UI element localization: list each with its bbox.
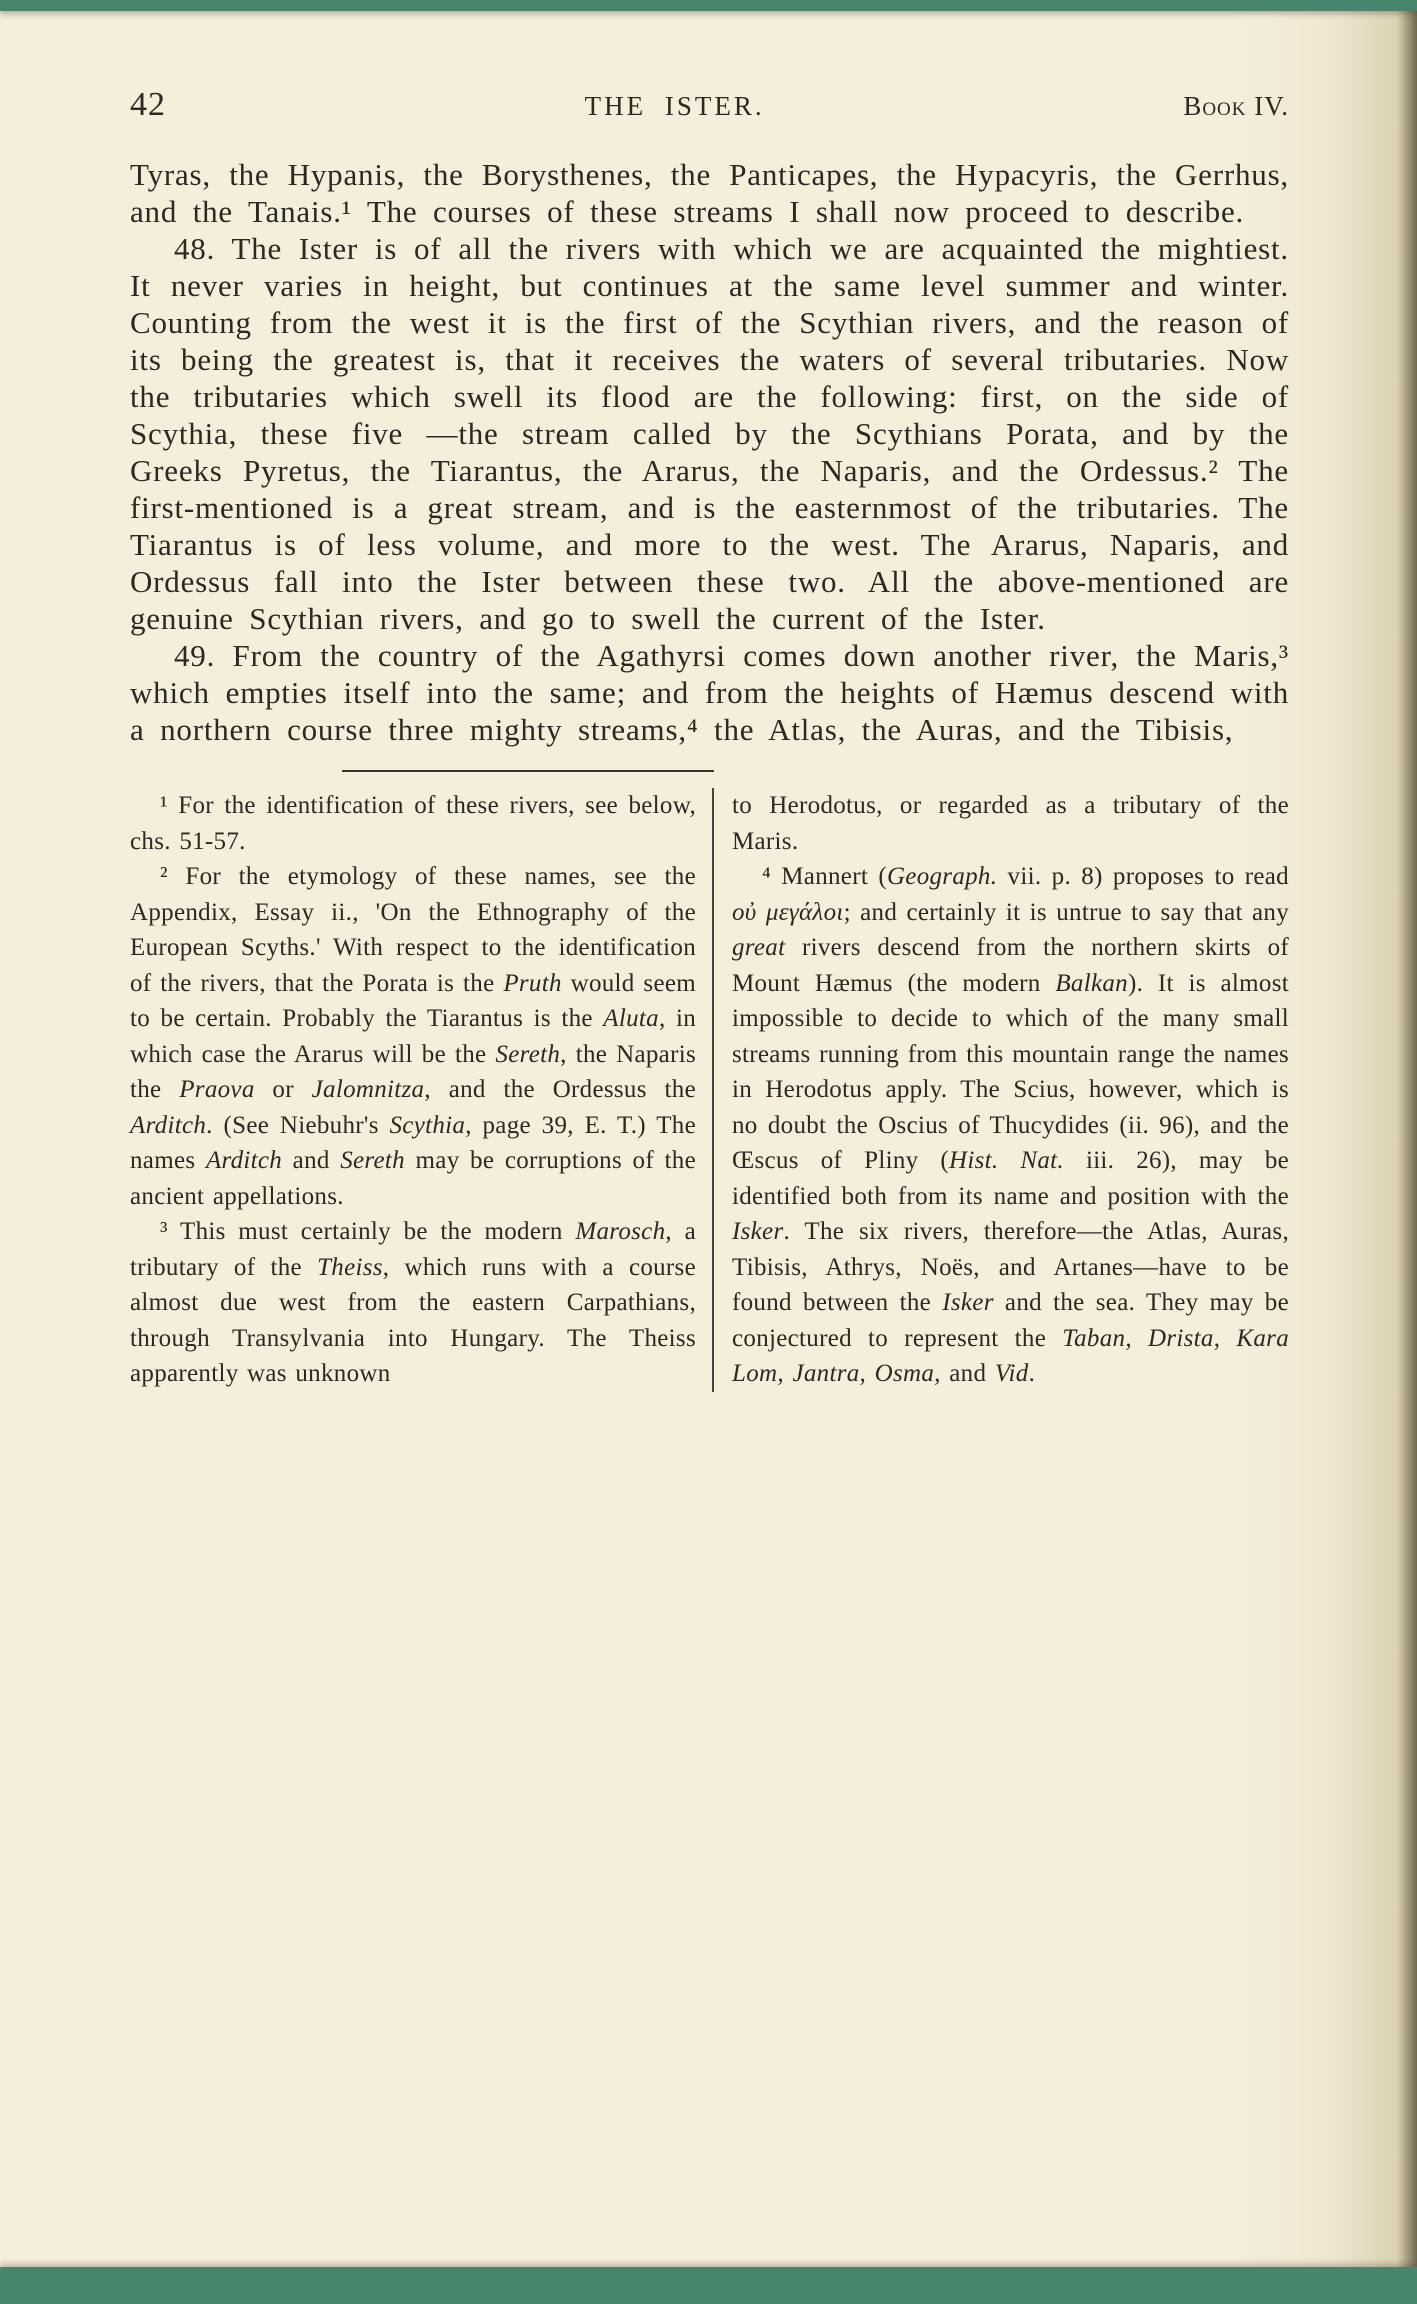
- footnote-col-left: [130, 788, 696, 1392]
- paragraph: [130, 637, 1289, 748]
- italic-text-run: Isker: [732, 1218, 784, 1245]
- italic-text-run: Sereth: [495, 1040, 561, 1068]
- text-run: ¹ For the identification of these rivers, see below, chs. 51-57.: [130, 792, 696, 855]
- paragraph: [130, 156, 1289, 230]
- footnote: [732, 788, 1289, 859]
- text-run: and: [282, 1147, 341, 1174]
- text-run: . The six rivers, therefore—the Atlas, Auras, Tibisis, Athrys, Noës, and Artanes—have to be found between the: [732, 1218, 1289, 1316]
- footnote: [130, 859, 696, 1214]
- text-run: , a tributary of the: [130, 1218, 696, 1281]
- scanner-bed-strip-top: [0, 0, 1417, 11]
- footnote: [130, 1214, 696, 1392]
- italic-text-run: Balkan: [1055, 969, 1128, 997]
- italic-text-run: Isker: [942, 1289, 994, 1316]
- running-title: THE ISTER.: [584, 91, 765, 121]
- italic-text-run: Praova: [179, 1076, 255, 1103]
- text-run: 48. The Ister is of all the rivers with which we are acquainted the mightiest. It never varies in height, but continues at the same level summer and winter. Counting from the west it is the first of the Scythian rivers, and the reason of its being the greatest is, that it receives the waters of several tributaries. Now the tributaries which swell its flood are the following: first, on the side of Scythia, these five —the stream called by the Scythians Porata, and by the Greeks Pyretus, the Tiarantus, the Ararus, the Naparis, and the Ordessus.² The first-mentioned is a great stream, and is the easternmost of the tributaries. The Tiarantus is of less volume, and more to the west. The Ararus, Naparis, and Ordessus fall into the Ister between these two. All the above-mentioned are genuine Scythian rivers, and go to swell the current of the Ister.: [130, 231, 1289, 636]
- italic-text-run: Arditch: [205, 1147, 283, 1174]
- text-run: ⁴ Mannert (: [762, 863, 887, 890]
- footnote-column-divider: [712, 788, 714, 1392]
- scanner-bed-strip-bottom: [0, 2267, 1417, 2304]
- italic-text-run: Taban, Drista, Kara Lom, Jantra, Osma,: [732, 1324, 1289, 1387]
- running-header: [130, 86, 1289, 124]
- book-label: Book IV.: [1183, 91, 1289, 121]
- text-run: .: [1028, 1360, 1036, 1387]
- text-run: ; and certainly it is untrue to say that any: [843, 898, 1290, 926]
- text-run: . (See Niebuhr's: [206, 1111, 390, 1139]
- italic-text-run: Sereth: [340, 1147, 405, 1174]
- italic-text-run: Pruth: [503, 969, 562, 997]
- footnote-rule: [342, 770, 714, 772]
- text-run: ). It is almost impossible to decide to which of the many small streams running from this mountain range the names in Herodotus apply. The Scius, however, which is no doubt the Oscius of Thucydides (ii. 96), and the Œscus of Pliny (: [732, 969, 1289, 1174]
- text-run: 49. From the country of the Agathyrsi comes down another river, the Maris,³ which empties itself into the same; and from the heights of Hæmus descend with a northern course three mighty streams,⁴ the Atlas, the Auras, and the Tibisis,: [130, 638, 1289, 747]
- italic-text-run: Vid: [994, 1360, 1029, 1387]
- text-run: , page 39, E. T.) The names: [130, 1111, 696, 1174]
- text-run: , and the Ordessus the: [424, 1076, 696, 1103]
- text-run: and the sea. They may be conjectured to represent the: [732, 1289, 1289, 1352]
- italic-text-run: Arditch: [130, 1111, 207, 1139]
- footnotes-section: [130, 788, 1289, 1392]
- italic-text-run: Aluta: [603, 1005, 659, 1032]
- text-run: and: [940, 1360, 995, 1387]
- text-run: to Herodotus, or regarded as a tributary of the Maris.: [732, 792, 1289, 855]
- text-run: , which runs with a course almost due west from the eastern Carpathians, through Transylvania into Hungary. The Theiss apparently was unknown: [130, 1253, 696, 1387]
- text-run: rivers descend from the northern skirts of Mount Hæmus (the modern: [732, 934, 1289, 997]
- page-number: 42: [130, 86, 166, 123]
- text-run: ³ This must certainly be the modern: [160, 1218, 576, 1245]
- italic-text-run: Scythia: [389, 1111, 466, 1139]
- italic-text-run: Geograph.: [886, 863, 998, 890]
- text-run: would seem to be certain. Probably the Tiarantus is the: [130, 969, 696, 1032]
- italic-text-run: οὐ μεγάλοι: [732, 898, 844, 926]
- footnote-col-right: [732, 788, 1289, 1392]
- text-run: Tyras, the Hypanis, the Borysthenes, the Panticapes, the Hypacyris, the Gerrhus, and the Tanais.¹ The courses of these streams I shall now proceed to describe.: [130, 157, 1289, 229]
- main-text: [130, 156, 1289, 748]
- text-run: may be corruptions of the ancient appellations.: [130, 1147, 696, 1210]
- text-run: , in which case the Ararus will be the: [130, 1005, 697, 1068]
- italic-text-run: Hist. Nat.: [949, 1147, 1064, 1174]
- text-run: ² For the etymology of these names, see the Appendix, Essay ii., 'On the Ethnography of the European Scyths.' With respect to the identification of the rivers, that the Porata is the: [130, 863, 696, 997]
- footnote: [732, 859, 1289, 1392]
- text-run: , the Naparis the: [130, 1040, 696, 1103]
- italic-text-run: great: [732, 934, 786, 961]
- italic-text-run: Theiss: [317, 1253, 383, 1281]
- text-run: vii. p. 8) proposes to read: [997, 863, 1289, 890]
- italic-text-run: Marosch: [575, 1218, 666, 1245]
- italic-text-run: Jalomnitza: [311, 1076, 425, 1103]
- footnote: [130, 788, 696, 859]
- text-run: or: [254, 1076, 312, 1103]
- text-run: iii. 26), may be identified both from its name and position with the: [732, 1147, 1290, 1210]
- paragraph: [130, 230, 1289, 637]
